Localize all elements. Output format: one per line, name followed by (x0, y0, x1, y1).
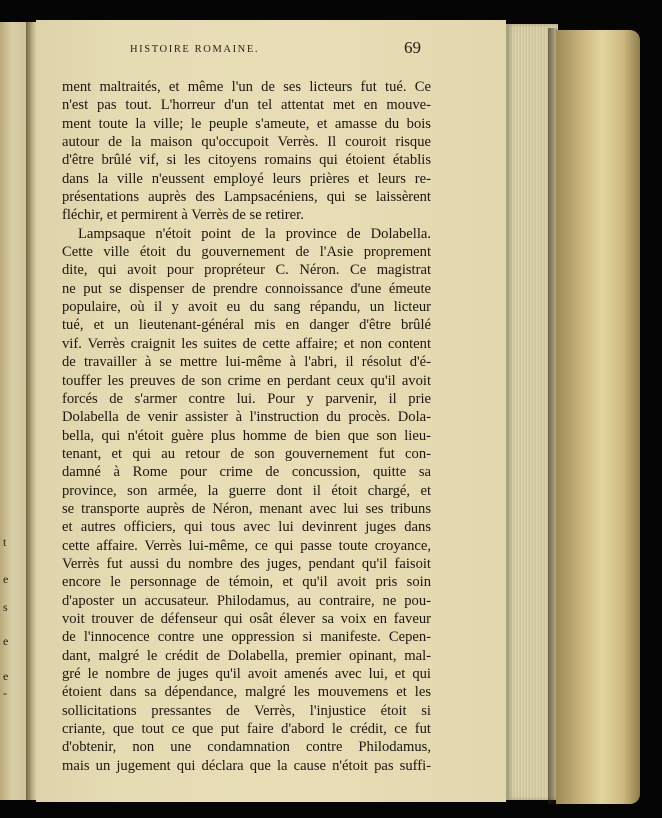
text-line: cette affaire. Verrès lui-même, ce qui passe toute croyance, (62, 537, 431, 554)
text-line: d'être brûlé vif, si les citoyens romains qui étoient établis (62, 152, 431, 169)
text-line: tué, et un lieutenant-général mis en danger d'être brûlé (62, 317, 431, 334)
text-line: damné à Rome pour crime de concussion, quitte sa (62, 464, 431, 481)
text-line: vif. Verrès craignit les suites de cette affaire; et non content (62, 335, 431, 352)
book-gutter (26, 22, 36, 800)
text-line: tenant, et qui au retour de son gouvernement fut con- (62, 445, 431, 462)
left-page-fragment: s (3, 600, 8, 614)
text-line: ne put se dispenser de prendre connoissance d'une émeute (62, 280, 431, 297)
running-head: HISTOIRE ROMAINE. (130, 44, 260, 55)
text-line: gré le nombre de juges qu'il avoit amenés avec lui, et qui (62, 666, 431, 682)
text-line: ment toute la ville; le peuple s'ameute, et amasse du bois (62, 115, 431, 132)
text-line: touffer les preuves de son crime en perdant ceux qu'il avoit (62, 372, 431, 389)
book-cover (556, 30, 640, 804)
text-line: de travailler à se mettre lui-même à l'abri, il résolut d'é- (62, 354, 431, 371)
text-line: Cette ville étoit du gouvernement de l'Asie proprement (62, 244, 431, 261)
text-line: n'est pas tout. L'horreur d'un tel attentat met en mouve- (62, 97, 431, 114)
text-line: ment maltraités, et même l'un de ses licteurs fut tué. Ce (62, 79, 431, 95)
text-line: d'obtenir, non une condamnation contre Philodamus, (62, 739, 431, 756)
text-line: sollicitations pressantes de Verrès, l'injustice étoit si (62, 702, 431, 719)
text-line: Lampsaque n'étoit point de la province de Dolabella. (78, 225, 431, 242)
text-line: fléchir, et permirent à Verrès de se retirer. (62, 207, 304, 224)
left-page-fragment: e (3, 572, 9, 586)
text-line: Verrès fut aussi du nombre des juges, pendant qu'il faisoit (62, 555, 431, 572)
text-line: criante, que tout ce que put faire d'abord le crédit, ce fut (62, 721, 431, 738)
text-line: Dolabella de venir assister à l'instruction du procès. Dola- (62, 409, 431, 426)
text-line: populaire, où il y avoit eu du sang répandu, un licteur (62, 299, 431, 316)
text-line: et autres officiers, qui tous avec lui devinrent juges dans (62, 519, 431, 536)
text-line: dans la ville n'eussent employé leurs prières et leurs re- (62, 170, 431, 187)
text-line: dant, malgré le crédit de Dolabella, premier opinant, mal- (62, 647, 431, 664)
text-line: autour de la maison qu'occupoit Verrès. Il couroit risque (62, 134, 431, 151)
left-page-fragment: e (3, 669, 9, 683)
text-line: forcés de s'armer contre lui. Pour y parvenir, il prie (62, 390, 431, 407)
page-number: 69 (404, 38, 421, 57)
text-line: voit trouver de défenseur qui osât élever sa voix en faveur (62, 610, 431, 627)
left-page-fragment: e (3, 634, 9, 648)
text-line: bella, qui n'étoit guère plus homme de bien que son lieu- (62, 427, 431, 444)
text-line: présentations auprès des Lampsacéniens, qui se laissèrent (62, 189, 431, 206)
text-line: dite, qui avoit pour propréteur C. Néron. Ce magistrat (62, 262, 431, 279)
text-line: province, son armée, la guerre dont il étoit chargé, et (62, 482, 431, 499)
left-page-fragment: t (3, 535, 7, 549)
left-page-fragment: - (3, 686, 7, 700)
text-line: étoient dans sa dépendance, malgré les mouvemens et les (62, 684, 431, 701)
text-line: se transporte auprès de Néron, menant avec lui ses tribuns (62, 500, 431, 517)
text-line: encore le personnage de témoin, et qu'il avoit pris soin (62, 574, 431, 591)
page-body-text (62, 78, 431, 775)
text-line: mais un jugement qui déclara que la cause n'étoit pas suffi- (62, 757, 431, 774)
text-line: d'aposter un accusateur. Philodamus, au contraire, ne pou- (62, 592, 431, 609)
left-page-edge (0, 22, 27, 800)
text-line: de l'innocence contre une oppression si manifeste. Cepen- (62, 629, 431, 646)
